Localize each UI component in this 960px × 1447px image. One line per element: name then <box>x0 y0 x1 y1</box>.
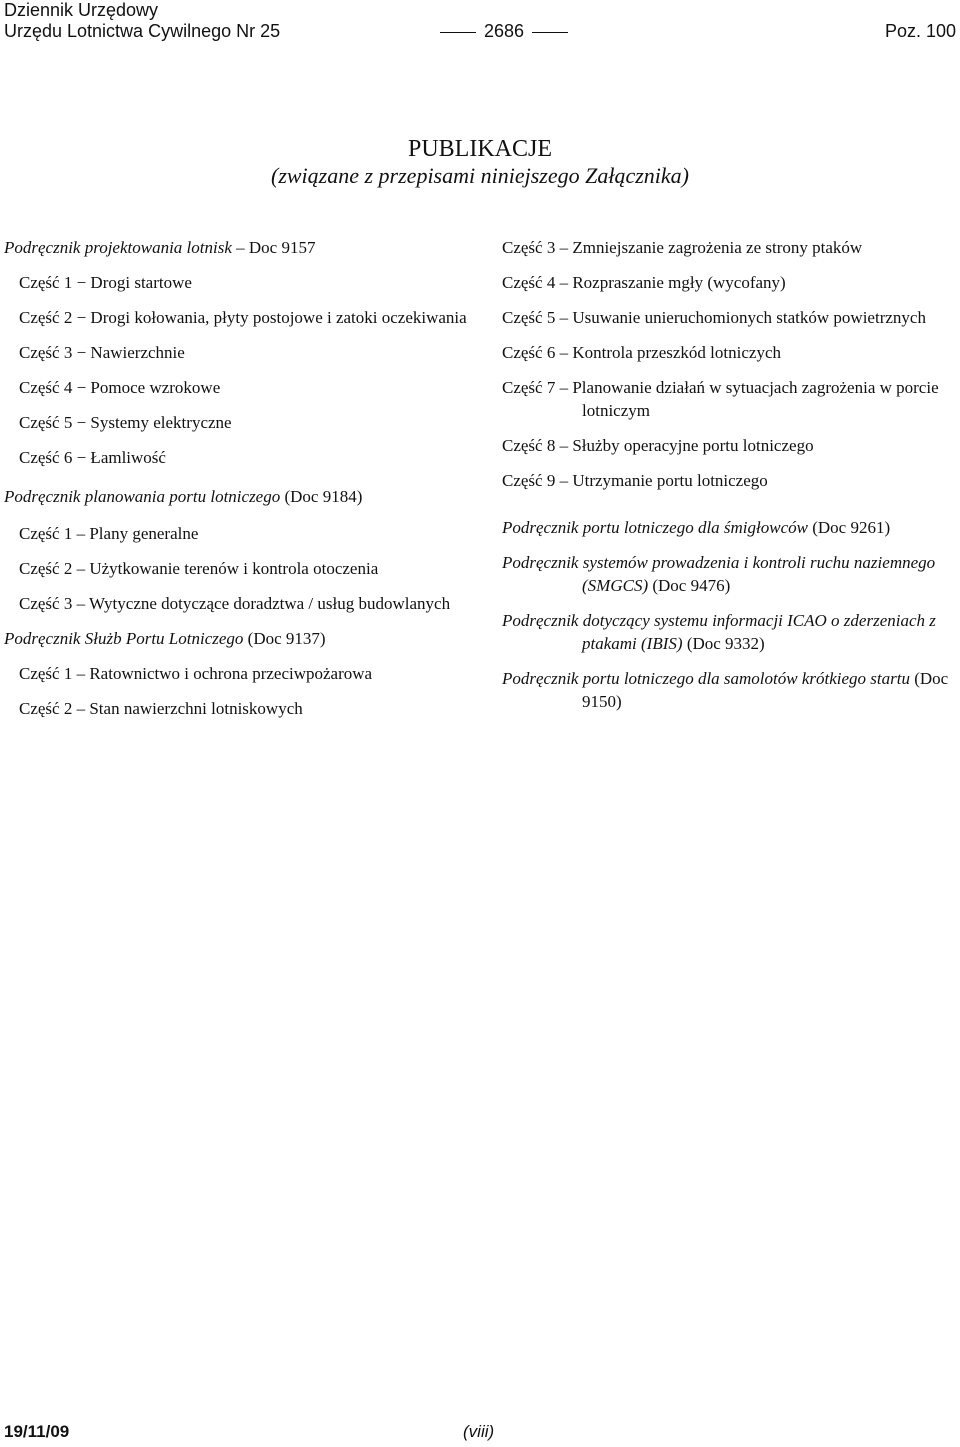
part-item: Część 3 – Wytyczne dotyczące doradztwa / usług budowlanych <box>19 594 451 613</box>
publication-entry <box>502 667 958 713</box>
part-item: Część 1 − Drogi startowe <box>19 273 192 292</box>
publication-entry <box>4 485 474 508</box>
publication-entry <box>4 236 474 259</box>
part-item: Część 3 − Nawierzchnie <box>19 343 185 362</box>
right-column <box>502 236 958 713</box>
page-subtitle: (związane z przepisami niniejszego Załącznika) <box>271 163 689 188</box>
publication-doc: – Doc 9157 <box>231 238 316 257</box>
left-column <box>4 236 474 720</box>
part-item: Część 9 – Utrzymanie portu lotniczego <box>502 471 768 490</box>
part-item: Część 1 – Ratownictwo i ochrona przeciwpożarowa <box>19 664 373 683</box>
part-item: Część 5 – Usuwanie unieruchomionych statków powietrznych <box>502 308 926 327</box>
publication-doc: (Doc 9261) <box>807 518 891 537</box>
page-number: 2686 <box>484 21 525 41</box>
page-number-rule-right <box>532 32 568 33</box>
page-number-block <box>432 21 576 42</box>
publication-title: Podręcznik portu lotniczego dla śmigłowców <box>502 518 808 537</box>
part-item: Część 3 – Zmniejszanie zagrożenia ze strony ptaków <box>502 238 863 257</box>
part-item: Część 4 − Pomoce wzrokowe <box>19 378 221 397</box>
journal-name: Dziennik Urzędowy <box>4 0 159 20</box>
publication-title: Podręcznik systemów prowadzenia i kontroli ruchu naziemnego (SMGCS) <box>502 553 936 595</box>
publication-entry <box>502 516 958 539</box>
footer-date: 19/11/09 <box>4 1422 70 1441</box>
part-item: Część 2 – Stan nawierzchni lotniskowych <box>19 699 303 718</box>
part-item: Część 6 − Łamliwość <box>19 448 166 467</box>
publication-title: Podręcznik portu lotniczego dla samolotów krótkiego startu <box>502 669 910 688</box>
part-item: Część 5 − Systemy elektryczne <box>19 413 232 432</box>
part-item: Część 8 – Służby operacyjne portu lotniczego <box>502 436 814 455</box>
part-item: Część 2 − Drogi kołowania, płyty postojowe i zatoki oczekiwania <box>19 308 467 327</box>
footer-page-roman: (viii) <box>463 1422 495 1441</box>
page-title: PUBLIKACJE <box>407 136 552 162</box>
publication-title: Podręcznik dotyczący systemu informacji ICAO o zderzeniach z ptakami (IBIS) <box>502 611 936 653</box>
publication-entry <box>502 551 958 597</box>
part-item: Część 2 – Użytkowanie terenów i kontrola otoczenia <box>19 559 379 578</box>
publication-doc: (Doc 9184) <box>280 487 363 506</box>
part-item: Część 1 – Plany generalne <box>19 524 199 543</box>
position-number: Poz. 100 <box>884 21 956 41</box>
issuing-office: Urzędu Lotnictwa Cywilnego Nr 25 <box>4 21 281 41</box>
publication-doc: (Doc 9476) <box>648 576 731 595</box>
page-number-rule-left <box>440 32 476 33</box>
publication-doc: (Doc 9332) <box>682 634 765 653</box>
publication-entry <box>502 609 958 655</box>
publication-doc: (Doc 9150) <box>582 669 949 711</box>
part-item: Część 4 – Rozpraszanie mgły (wycofany) <box>502 273 786 292</box>
publication-doc: (Doc 9137) <box>243 629 326 648</box>
publication-entry <box>4 627 474 650</box>
publication-title: Podręcznik planowania portu lotniczego <box>4 487 281 506</box>
publication-title: Podręcznik Służb Portu Lotniczego <box>4 629 244 648</box>
part-item: Część 6 – Kontrola przeszkód lotniczych <box>502 343 781 362</box>
part-item: Część 7 – Planowanie działań w sytuacjach zagrożenia w porcie lotniczym <box>502 378 939 420</box>
publication-title: Podręcznik projektowania lotnisk <box>4 238 232 257</box>
